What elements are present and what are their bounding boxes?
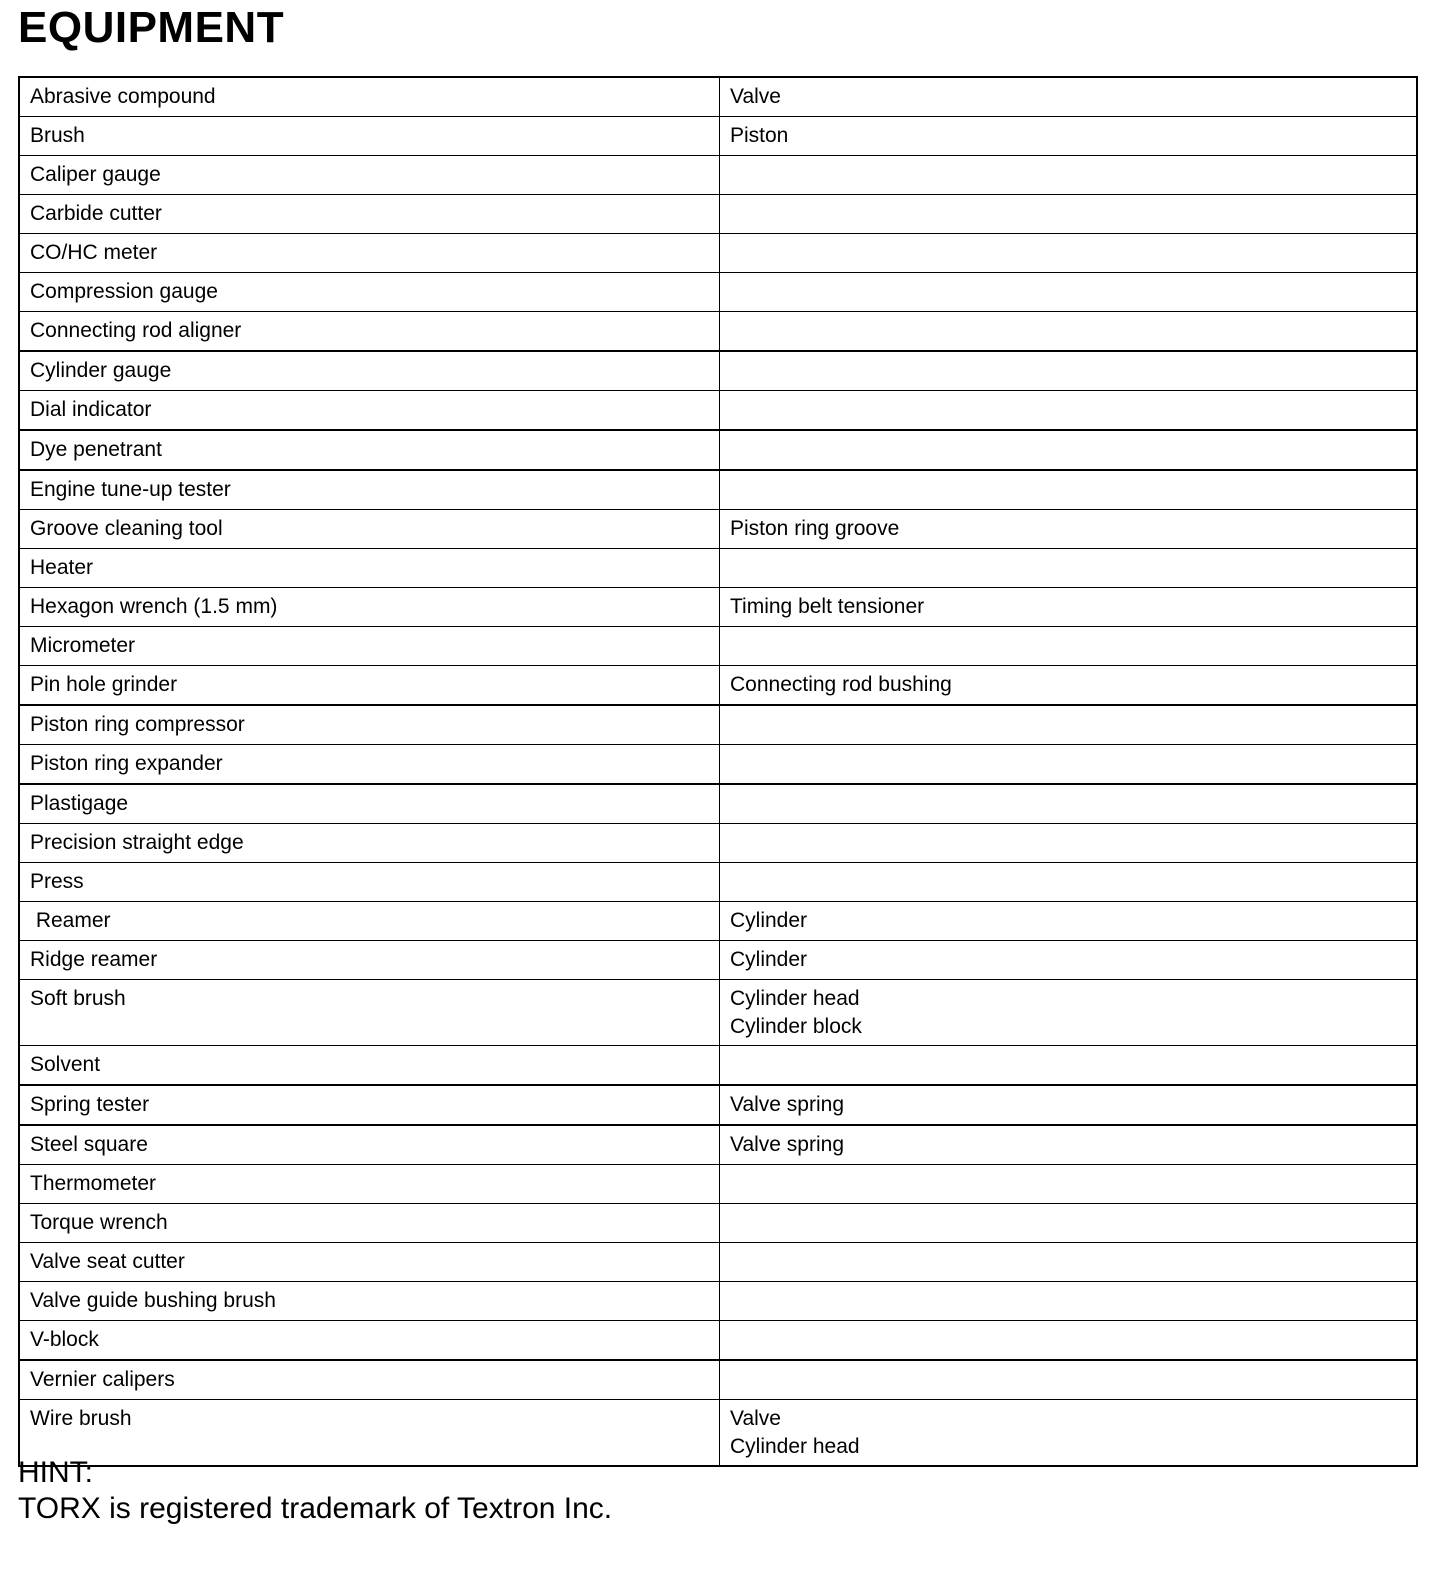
part-cell [720,1282,1418,1321]
equipment-cell: V-block [19,1321,720,1361]
table-row [19,470,1417,510]
table-row [19,980,1417,1046]
equipment-cell: Piston ring compressor [19,705,720,745]
part-cell [720,863,1418,902]
equipment-cell: Torque wrench [19,1204,720,1243]
part-cell: Connecting rod bushing [720,666,1418,706]
table-row [19,1321,1417,1361]
part-cell [720,391,1418,431]
table-row [19,391,1417,431]
table-row [19,824,1417,863]
part-cell [720,430,1418,470]
part-cell [720,549,1418,588]
table-row [19,117,1417,156]
table-row [19,549,1417,588]
part-cell [720,1321,1418,1361]
part-cell [720,273,1418,312]
part-cell [720,705,1418,745]
equipment-cell: Compression gauge [19,273,720,312]
part-cell [720,1046,1418,1086]
equipment-cell: Soft brush [19,980,720,1046]
equipment-cell: Engine tune-up tester [19,470,720,510]
equipment-cell: Pin hole grinder [19,666,720,706]
table-row [19,1282,1417,1321]
table-row [19,941,1417,980]
table-row [19,1204,1417,1243]
equipment-cell: Plastigage [19,784,720,824]
equipment-cell: Micrometer [19,627,720,666]
table-row [19,705,1417,745]
part-cell: Piston [720,117,1418,156]
equipment-cell: Spring tester [19,1085,720,1125]
part-cell [720,627,1418,666]
equipment-cell: Dye penetrant [19,430,720,470]
equipment-cell: Abrasive compound [19,77,720,117]
table-row [19,1360,1417,1400]
equipment-cell: Brush [19,117,720,156]
table-row [19,351,1417,391]
part-cell [720,745,1418,785]
hint-block [18,1455,612,1527]
equipment-cell: Groove cleaning tool [19,510,720,549]
table-row [19,1243,1417,1282]
part-cell: Cylinder head Cylinder block [720,980,1418,1046]
table-row [19,1165,1417,1204]
part-cell [720,1243,1418,1282]
table-row [19,77,1417,117]
table-row [19,745,1417,785]
equipment-table-body [19,77,1417,1466]
equipment-cell: Reamer [19,902,720,941]
hint-text: TORX is registered trademark of Textron Inc. [18,1492,613,1525]
equipment-cell: Carbide cutter [19,195,720,234]
table-row [19,588,1417,627]
table-row [19,156,1417,195]
table-row [19,863,1417,902]
equipment-cell: Dial indicator [19,391,720,431]
equipment-table [18,76,1418,1467]
equipment-cell: Steel square [19,1125,720,1165]
equipment-cell: Thermometer [19,1165,720,1204]
part-cell: Valve spring [720,1125,1418,1165]
equipment-cell: Vernier calipers [19,1360,720,1400]
table-row [19,273,1417,312]
table-row [19,510,1417,549]
equipment-cell: Solvent [19,1046,720,1086]
equipment-cell: Valve seat cutter [19,1243,720,1282]
table-row [19,666,1417,706]
part-cell [720,1360,1418,1400]
part-cell [720,824,1418,863]
part-cell: Cylinder [720,902,1418,941]
equipment-cell: Precision straight edge [19,824,720,863]
table-row [19,627,1417,666]
part-cell [720,156,1418,195]
table-row [19,312,1417,352]
equipment-cell: CO/HC meter [19,234,720,273]
table-row [19,430,1417,470]
page-title: EQUIPMENT [18,3,285,52]
equipment-cell: Hexagon wrench (1.5 mm) [19,588,720,627]
table-row [19,902,1417,941]
part-cell [720,351,1418,391]
equipment-cell: Wire brush [19,1400,720,1467]
equipment-cell: Cylinder gauge [19,351,720,391]
part-cell [720,195,1418,234]
equipment-cell: Heater [19,549,720,588]
part-cell: Valve [720,77,1418,117]
table-row [19,234,1417,273]
part-cell [720,1165,1418,1204]
part-cell [720,312,1418,352]
hint-label: HINT: [18,1456,93,1489]
part-cell: Cylinder [720,941,1418,980]
table-row [19,195,1417,234]
equipment-cell: Ridge reamer [19,941,720,980]
part-cell [720,1204,1418,1243]
part-cell: Valve Cylinder head [720,1400,1418,1467]
table-row [19,1125,1417,1165]
part-cell [720,470,1418,510]
part-cell [720,234,1418,273]
table-row [19,784,1417,824]
equipment-cell: Piston ring expander [19,745,720,785]
equipment-cell: Connecting rod aligner [19,312,720,352]
equipment-cell: Press [19,863,720,902]
part-cell: Piston ring groove [720,510,1418,549]
part-cell: Valve spring [720,1085,1418,1125]
equipment-cell: Caliper gauge [19,156,720,195]
table-row [19,1046,1417,1086]
table-row [19,1085,1417,1125]
equipment-cell: Valve guide bushing brush [19,1282,720,1321]
part-cell: Timing belt tensioner [720,588,1418,627]
part-cell [720,784,1418,824]
